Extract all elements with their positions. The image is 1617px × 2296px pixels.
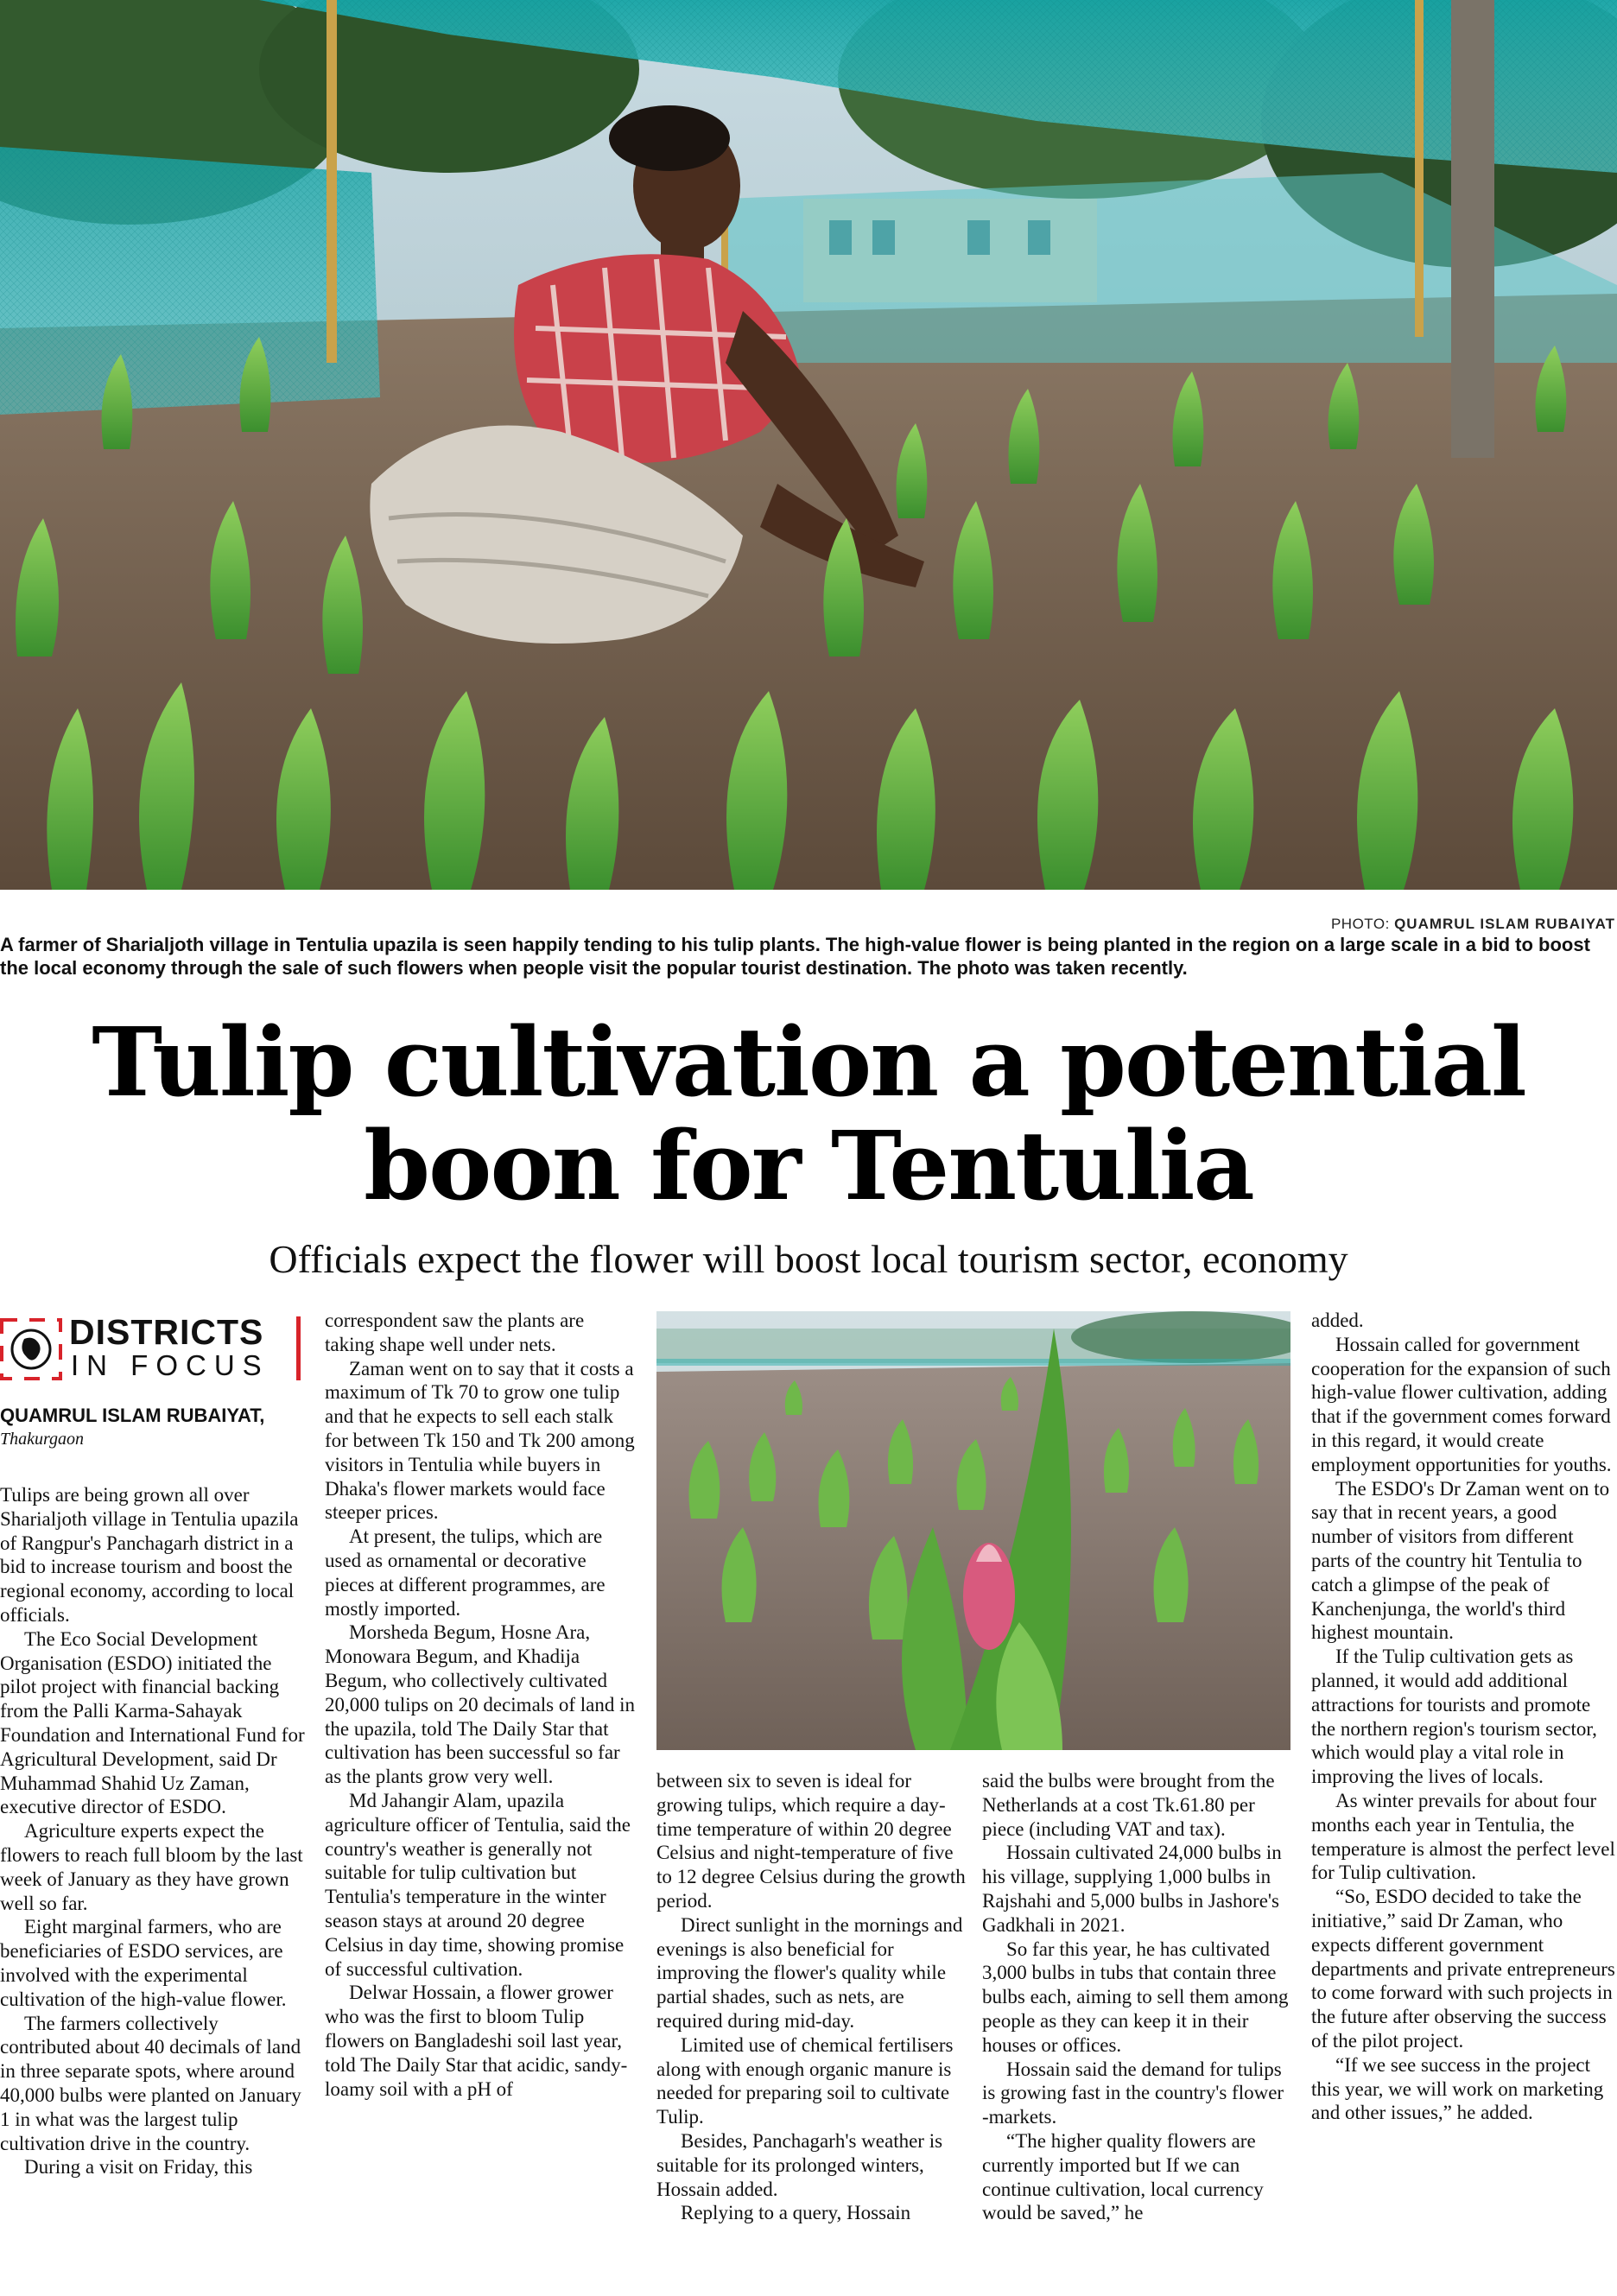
in-focus-word: IN FOCUS [71, 1349, 270, 1381]
photo-credit-prefix: PHOTO: [1330, 916, 1390, 932]
paragraph: If the Tulip cultivation gets as planned, it would add additional attractions for tourists and promote the northern region's tourism sector, which would play a vital role in improving the lives of locals. [1311, 1646, 1597, 1788]
paragraph: Tulips are being grown all over Sharialjoth village in Tentulia upazila of Rangpur's Panchagarh district in a bid to increase tourism and boost the regional economy, according to local officials. [0, 1484, 299, 1626]
logo-accent-bar [296, 1316, 301, 1380]
main-photo [0, 0, 1617, 890]
bangladesh-map-icon [0, 1318, 62, 1380]
paragraph: Besides, Panchagarh's weather is suitable for its prolonged winters, Hossain added. [656, 2129, 943, 2200]
headline [0, 1006, 1617, 1221]
article-column-3 [656, 1769, 967, 2225]
paragraph: Limited use of chemical fertilisers along with enough organic manure is needed for preparing soil to cultivate Tulip. [656, 2033, 954, 2128]
photo-credit [1331, 916, 1615, 933]
paragraph: “So, ESDO decided to take the initiative,” said Dr Zaman, who expects different government departments and private entrepreneurs to come forward with such projects in the future after observing the success of the pilot project. [1311, 1886, 1615, 2052]
paragraph: At present, the tulips, which are used as ornamental or decorative pieces at different programmes, are mostly imported. [325, 1525, 606, 1620]
paragraph: Hossain cultivated 24,000 bulbs in his village, supplying 1,000 bulbs in Rajshahi and 5,000 bulbs in Jashore's Gadkhali in 2021. [982, 1842, 1282, 1936]
article-column-5 [1311, 1309, 1617, 2125]
paragraph: The farmers collectively contributed about 40 decimals of land in three separate spots, where around 40,000 bulbs were planted on January 1 in what was the largest tulip cultivation drive in the country. [0, 2012, 301, 2154]
paragraph: Hossain said the demand for tulips is growing fast in the country's flower -markets. [982, 2058, 1284, 2128]
paragraph: Eight marginal farmers, who are beneficiaries of ESDO services, are involved with the experimental cultivation of the high-value flower. [0, 1916, 287, 2010]
paragraph: Direct sunlight in the mornings and evenings is also beneficial for improving the flower's quality while partial shades, such as nets, are required during mid-day. [656, 1913, 963, 2032]
paragraph: Agriculture experts expect the flowers to reach full bloom by the last week of January as they have grown well so far. [0, 1820, 303, 1914]
paragraph: So far this year, he has cultivated 3,000 bulbs in tubs that contain three bulbs each, aiming to sell them among people as they can keep it in their houses or offices. [982, 1938, 1289, 2056]
districts-word: DISTRICTS [69, 1312, 264, 1352]
inset-photo [656, 1311, 1290, 1750]
paragraph: Delwar Hossain, a flower grower who was the first to bloom Tulip flowers on Bangladeshi soil last year, told The Daily Star that acidic, sandy-loamy soil with a pH of [325, 1982, 628, 2100]
photo-caption: A farmer of Sharialjoth village in Tentulia upazila is seen happily tending to his tulip plants. The high-value flower is being planted in the region on a large scale in a bid to boost the local economy through the sale of such flowers when people visit the popular tourist destination. The photo was taken recently. [0, 934, 1590, 979]
paragraph: “The higher quality flowers are currently imported but If we can continue cultivation, local currency would be saved,” he [982, 2129, 1264, 2224]
paragraph: between six to seven is ideal for growing tulips, which require a day-time temperature of within 20 degree Celsius and night-temperature of five to 12 degree Celsius during the growth period. [656, 1770, 966, 1912]
paragraph: “If we see success in the project this year, we will work on marketing and other issues,” he added. [1311, 2053, 1604, 2124]
byline-author: QUAMRUL ISLAM RUBAIYAT, [0, 1405, 265, 1426]
paragraph: The Eco Social Development Organisation (ESDO) initiated the pilot project with financial backing from the Palli Karma-Sahayak Foundation and International Fund for Agricultural Development, said Dr Muhammad Shahid Uz Zaman, executive director of ESDO. [0, 1627, 305, 1818]
paragraph: correspondent saw the plants are taking shape well under nets. [325, 1310, 585, 1355]
paragraph: As winter prevails for about four months each year in Tentulia, the temperature is almost the perfect level for Tulip cultivation. [1311, 1789, 1615, 1884]
article-column-2 [325, 1309, 636, 2101]
article-column-4 [982, 1769, 1291, 2225]
districts-in-focus-logo [0, 1313, 302, 1384]
paragraph: Hossain called for government cooperation for the expansion of such high-value flower cultivation, adding that if the government comes forward in this regard, it would create employment opportunities for youths. [1311, 1333, 1612, 1475]
subheadline: Officials expect the flower will boost local tourism sector, economy [269, 1237, 1348, 1281]
paragraph: During a visit on Friday, this [24, 2156, 253, 2179]
paragraph: Zaman went on to say that it costs a maximum of Tk 70 to grow one tulip and that he expects to sell each stalk for between Tk 150 and Tk 200 among visitors in Tentulia while buyers in Dhaka's flower markets would face steeper prices. [325, 1357, 635, 1524]
headline-line-1: Tulip cultivation a potential [92, 1006, 1525, 1118]
paragraph: Morsheda Begum, Hosne Ara, Monowara Begum, and Khadija Begum, who collectively cultivated 20,000 tulips on 20 decimals of land in the upazila, told The Daily Star that cultivation has been successful so far as the plants grow very well. [325, 1621, 636, 1788]
paragraph: The ESDO's Dr Zaman went on to say that in recent years, a good number of visitors from different parts of the country hit Tentulia to catch a glimpse of the peak of Kanchenjunga, the world's third highest mountain. [1311, 1477, 1610, 1644]
headline-line-2: boon for Tentulia [364, 1110, 1253, 1221]
photo-credit-name: QUAMRUL ISLAM RUBAIYAT [1394, 916, 1615, 932]
paragraph: Md Jahangir Alam, upazila agriculture officer of Tentulia, said the country's weather is generally not suitable for tulip cultivation but Tentulia's temperature in the winter season stays at around 20 degree Celsius in day time, showing promise of successful cultivation. [325, 1789, 631, 1980]
paragraph: Replying to a query, Hossain [681, 2202, 911, 2224]
paragraph: said the bulbs were brought from the Netherlands at a cost Tk.61.80 per piece (including VAT and tax). [982, 1770, 1275, 1840]
paragraph: added. [1311, 1310, 1364, 1331]
byline-location: Thakurgaon [0, 1430, 85, 1449]
article-column-1 [0, 1483, 309, 2179]
